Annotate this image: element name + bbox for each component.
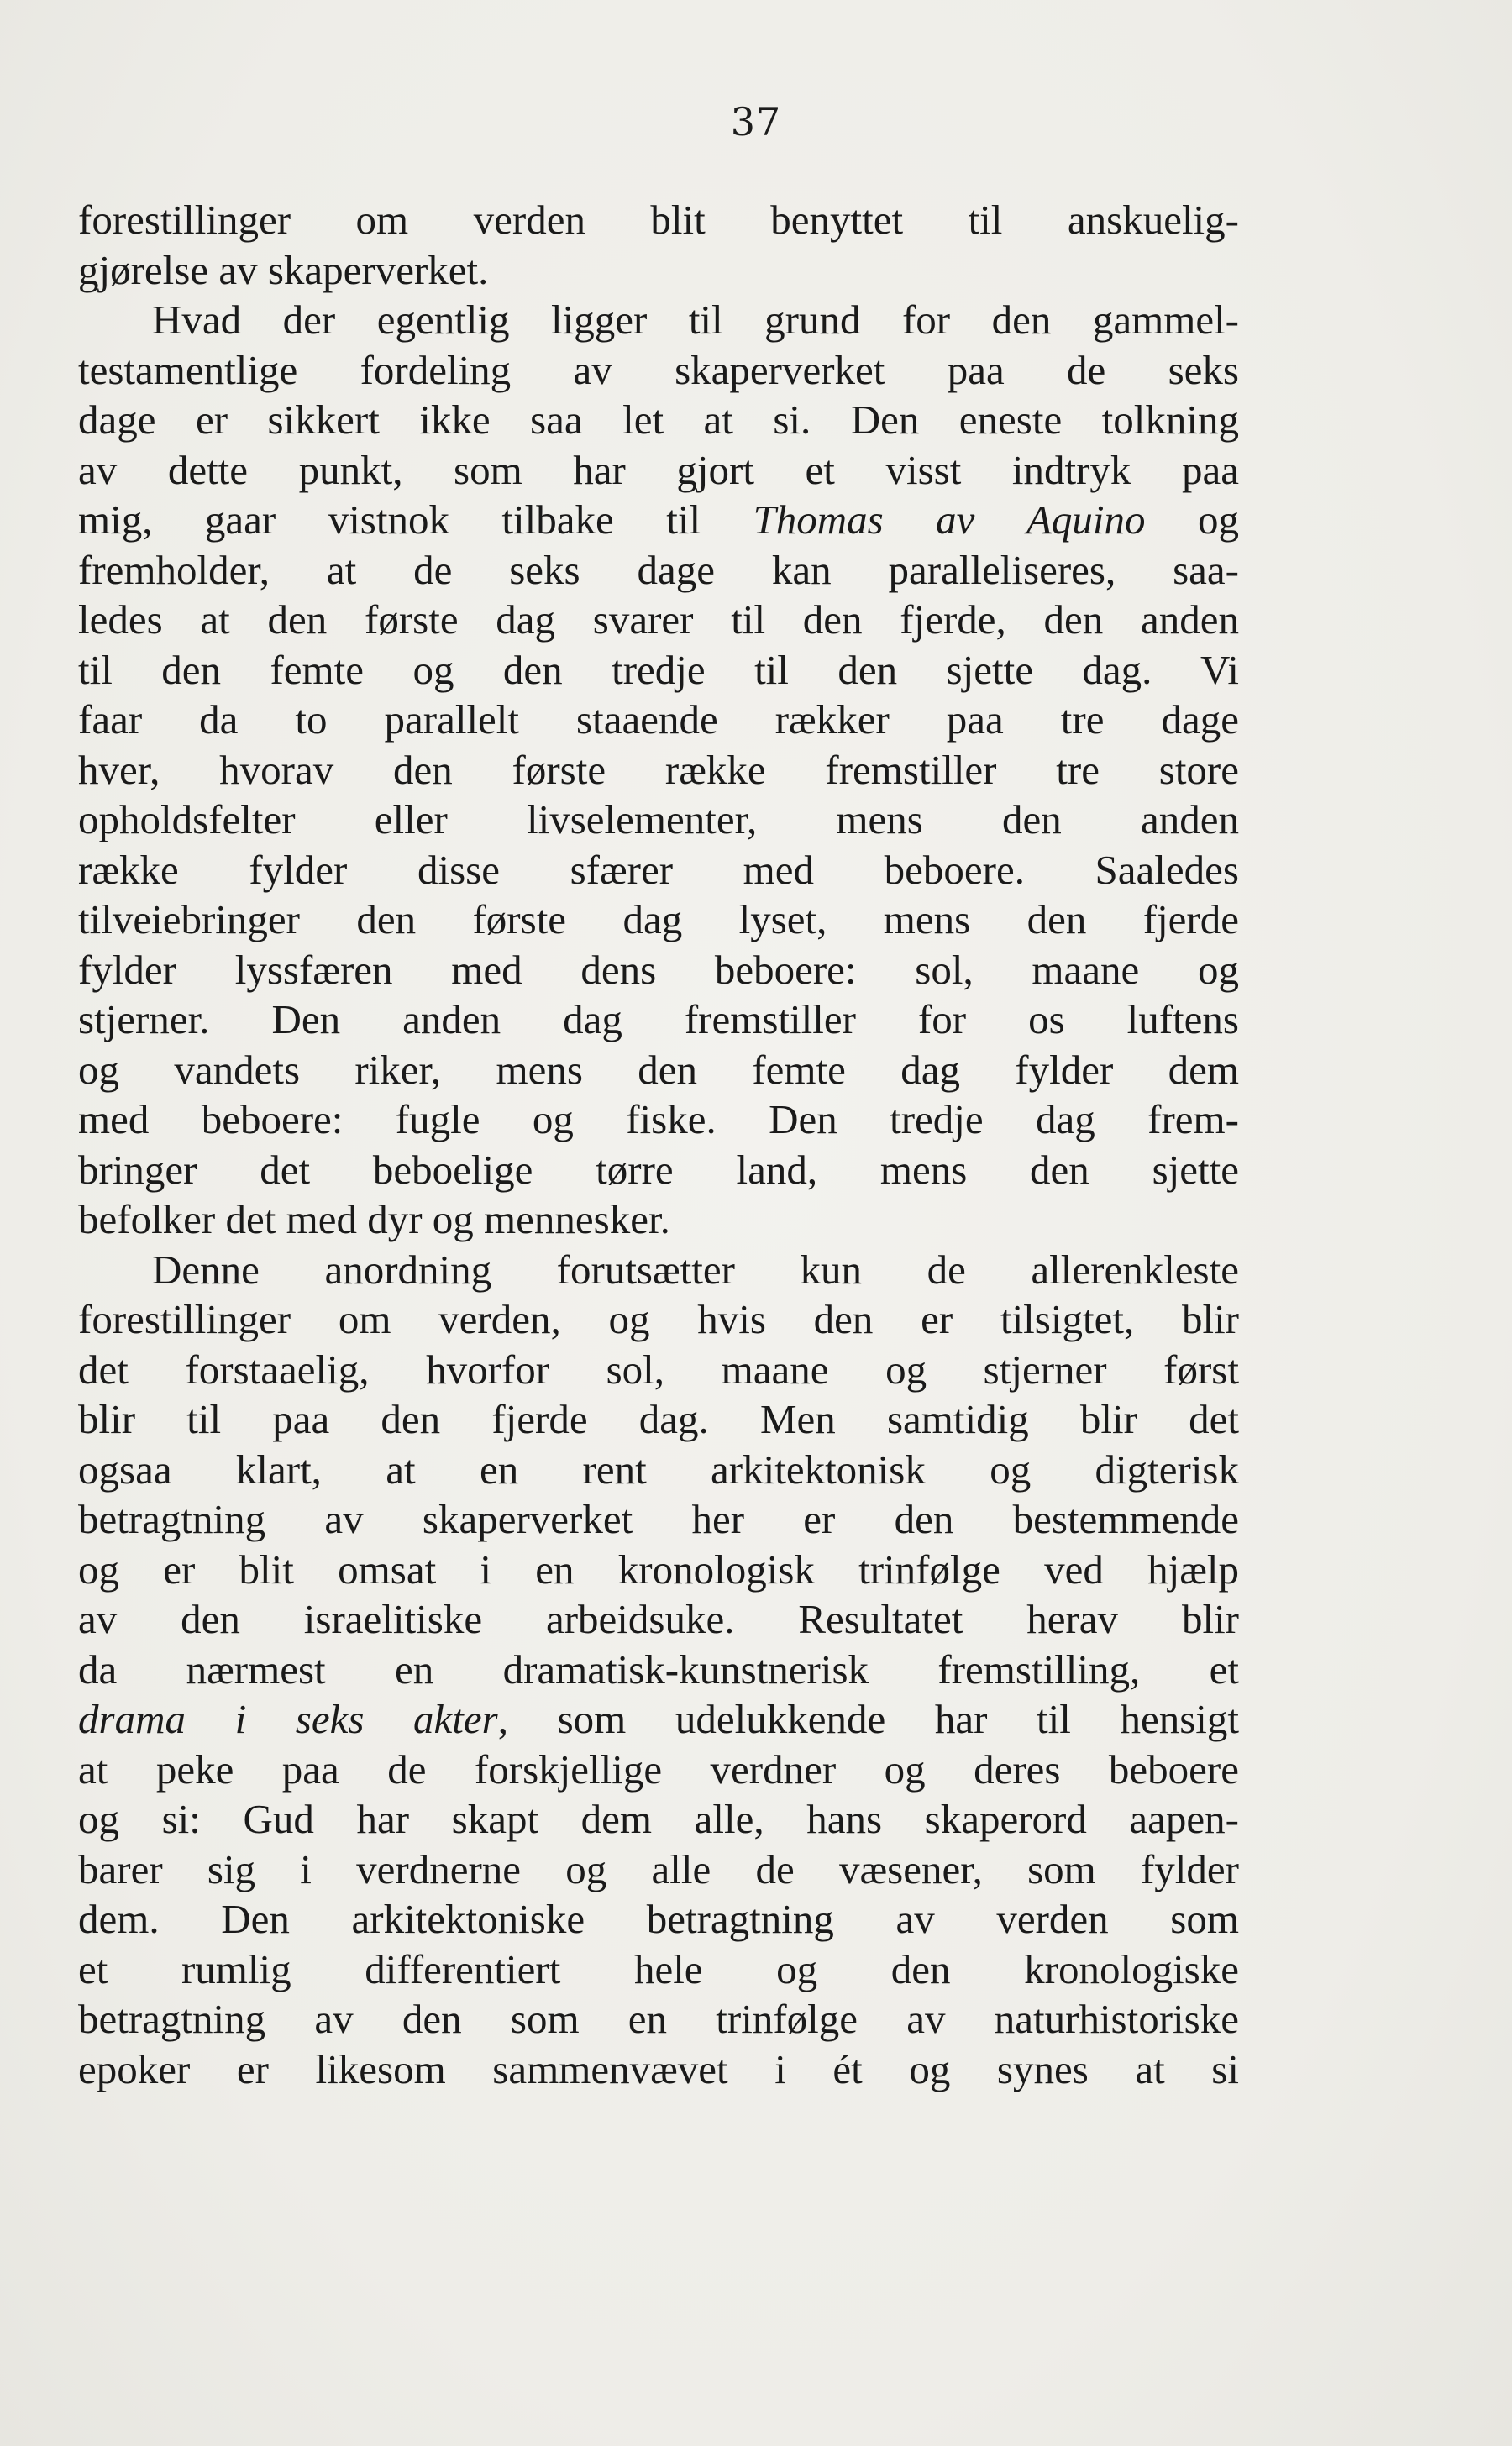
text-line: tilveiebringer den første dag lyset, mens den fjerde <box>78 896 1239 942</box>
text-line: Hvad der egentlig ligger til grund for den gammel- <box>152 297 1239 343</box>
text-line: faar da to parallelt staaende rækker paa tre dage <box>78 696 1239 743</box>
text-line: Denne anordning forutsætter kun de allerenkleste <box>152 1246 1239 1293</box>
text-line: dem. Den arkitektoniske betragtning av verden som <box>78 1896 1239 1942</box>
text-line: række fylder disse sfærer med beboere. Saaledes <box>78 846 1239 893</box>
italic-text: Thomas av Aquino <box>753 496 1146 543</box>
text-line: hver, hvorav den første række fremstiller tre store <box>78 746 1239 793</box>
text-line: av dette punkt, som har gjort et visst indtryk paa <box>78 446 1239 493</box>
text-line: da nærmest en dramatisk-kunstnerisk fremstilling, et <box>78 1646 1239 1693</box>
page-number: 37 <box>730 99 782 144</box>
text-line: ogsaa klart, at en rent arkitektonisk og digterisk <box>78 1446 1239 1493</box>
text-line: av den israelitiske arbeidsuke. Resultatet herav blir <box>78 1596 1239 1642</box>
text-line: testamentlige fordeling av skaperverket paa de seks <box>78 346 1239 393</box>
text-line: blir til paa den fjerde dag. Men samtidig blir det <box>78 1396 1239 1442</box>
text-line: og er blit omsat i en kronologisk trinfølge ved hjælp <box>78 1546 1239 1593</box>
text-line: med beboere: fugle og fiske. Den tredje dag frem- <box>78 1096 1239 1142</box>
text-line: gjørelse av skaperverket. <box>78 246 489 293</box>
text-line: til den femte og den tredje til den sjette dag. Vi <box>78 646 1239 693</box>
text-line: betragtning av den som en trinfølge av naturhistoriske <box>78 1996 1239 2042</box>
text-run: og <box>1145 496 1239 543</box>
text-line: og vandets riker, mens den femte dag fylder dem <box>78 1046 1239 1093</box>
text-line <box>78 495 1239 545</box>
text-line: forestillinger om verden blit benyttet til anskuelig- <box>78 197 1239 243</box>
text-line: stjerner. Den anden dag fremstiller for os luftens <box>78 996 1239 1042</box>
italic-text: drama i seks akter <box>78 1696 498 1742</box>
text-run: , som udelukkende har til hensigt <box>497 1696 1239 1742</box>
text-line: dage er sikkert ikke saa let at si. Den eneste tolkning <box>78 396 1239 443</box>
text-line: bringer det beboelige tørre land, mens den sjette <box>78 1146 1239 1193</box>
text-line: forestillinger om verden, og hvis den er tilsigtet, blir <box>78 1296 1239 1342</box>
text-line: opholdsfelter eller livselementer, mens den anden <box>78 796 1239 842</box>
text-run: mig, gaar vistnok tilbake til <box>78 496 753 543</box>
text-line: og si: Gud har skapt dem alle, hans skaperord aapen- <box>78 1796 1239 1842</box>
text-line: at peke paa de forskjellige verdner og deres beboere <box>78 1745 1239 1793</box>
text-line: fylder lyssfæren med dens beboere: sol, maane og <box>78 946 1239 993</box>
text-line: epoker er likesom sammenvævet i ét og synes at si <box>78 2045 1239 2092</box>
body-text <box>78 195 1239 2094</box>
text-line: befolker det med dyr og mennesker. <box>78 1196 670 1242</box>
text-line: barer sig i verdnerne og alle de væsener, som fylder <box>78 1845 1239 1892</box>
text-line: betragtning av skaperverket her er den bestemmende <box>78 1496 1239 1542</box>
text-line: ledes at den første dag svarer til den fjerde, den anden <box>78 596 1239 643</box>
text-line: fremholder, at de seks dage kan paralleliseres, saa- <box>78 546 1239 593</box>
text-line <box>78 1694 1239 1745</box>
text-line: et rumlig differentiert hele og den kronologiske <box>78 1945 1239 1992</box>
text-line: det forstaaelig, hvorfor sol, maane og stjerner først <box>78 1346 1239 1393</box>
